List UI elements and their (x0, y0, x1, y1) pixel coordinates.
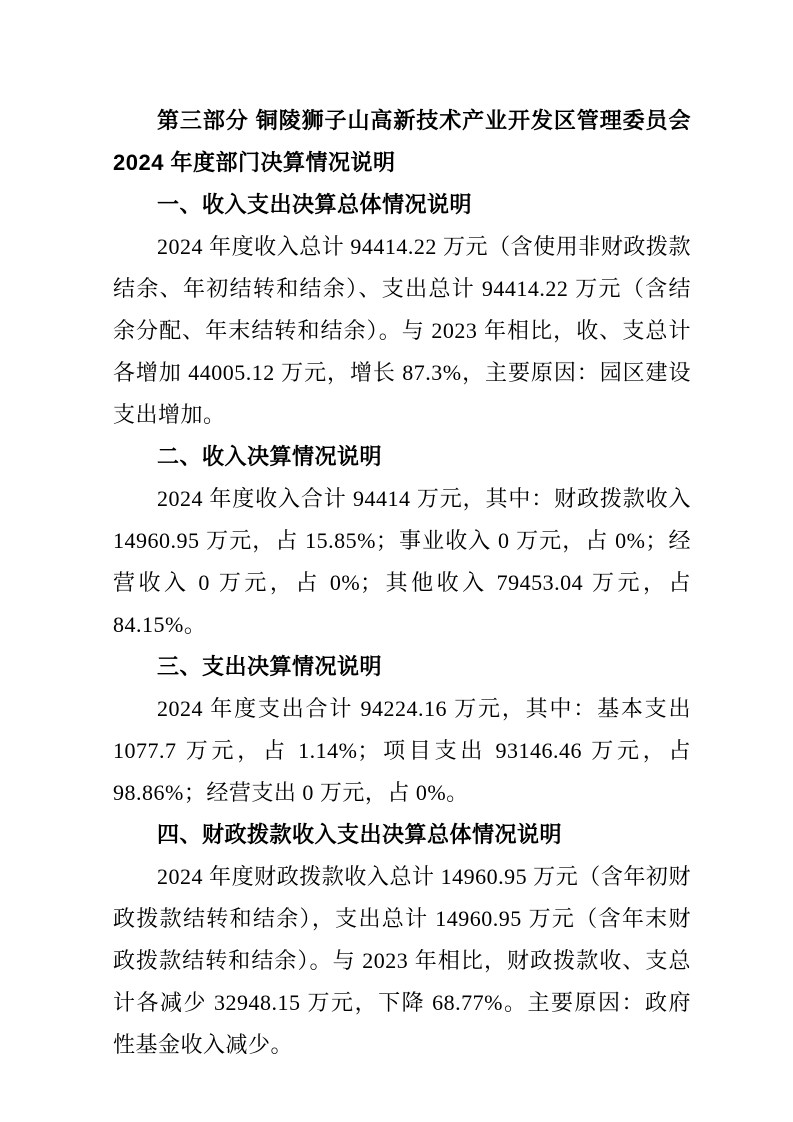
section-fiscal-appropriation-overview (113, 814, 691, 1066)
section-1-heading: 一、收入支出决算总体情况说明 (157, 192, 473, 217)
section-4-heading: 四、财政拨款收入支出决算总体情况说明 (157, 822, 563, 847)
section-1-paragraph: 2024 年度收入总计 94414.22 万元（含使用非财政拨款结余、年初结转和结余）、支出总计 94414.22 万元（含结余分配、年末结转和结余）。与 2023 年相比，收、支总计各增加 44005.12 万元，增长 87.3%，主要原因：园区建设支出增加。 (113, 234, 691, 427)
document-title: 第三部分 铜陵狮子山高新技术产业开发区管理委员会 2024 年度部门决算情况说明 (113, 108, 691, 175)
section-2-paragraph: 2024 年度收入合计 94414 万元，其中：财政拨款收入 14960.95 万元，占 15.85%；事业收入 0 万元，占 0%；经营收入 0 万元，占 0%；其他收入 79453.04 万元，占 84.15%。 (113, 486, 691, 637)
section-3-heading: 三、支出决算情况说明 (157, 654, 383, 679)
section-income-expenditure-overview (113, 184, 691, 436)
section-4-paragraph: 2024 年度财政拨款收入总计 14960.95 万元（含年初财政拨款结转和结余），支出总计 14960.95 万元（含年末财政拨款结转和结余）。与 2023 年相比，财政拨款收、支总计各减少 32948.15 万元，下降 68.77%。主要原因：政府性基金收入减少。 (113, 864, 691, 1057)
section-expenditure-details (113, 646, 691, 814)
section-3-paragraph: 2024 年度支出合计 94224.16 万元，其中：基本支出 1077.7 万元，占 1.14%；项目支出 93146.46 万元，占 98.86%；经营支出 0 万元，占 0%。 (113, 696, 691, 805)
section-2-heading: 二、收入决算情况说明 (157, 444, 383, 469)
section-income-details (113, 436, 691, 646)
